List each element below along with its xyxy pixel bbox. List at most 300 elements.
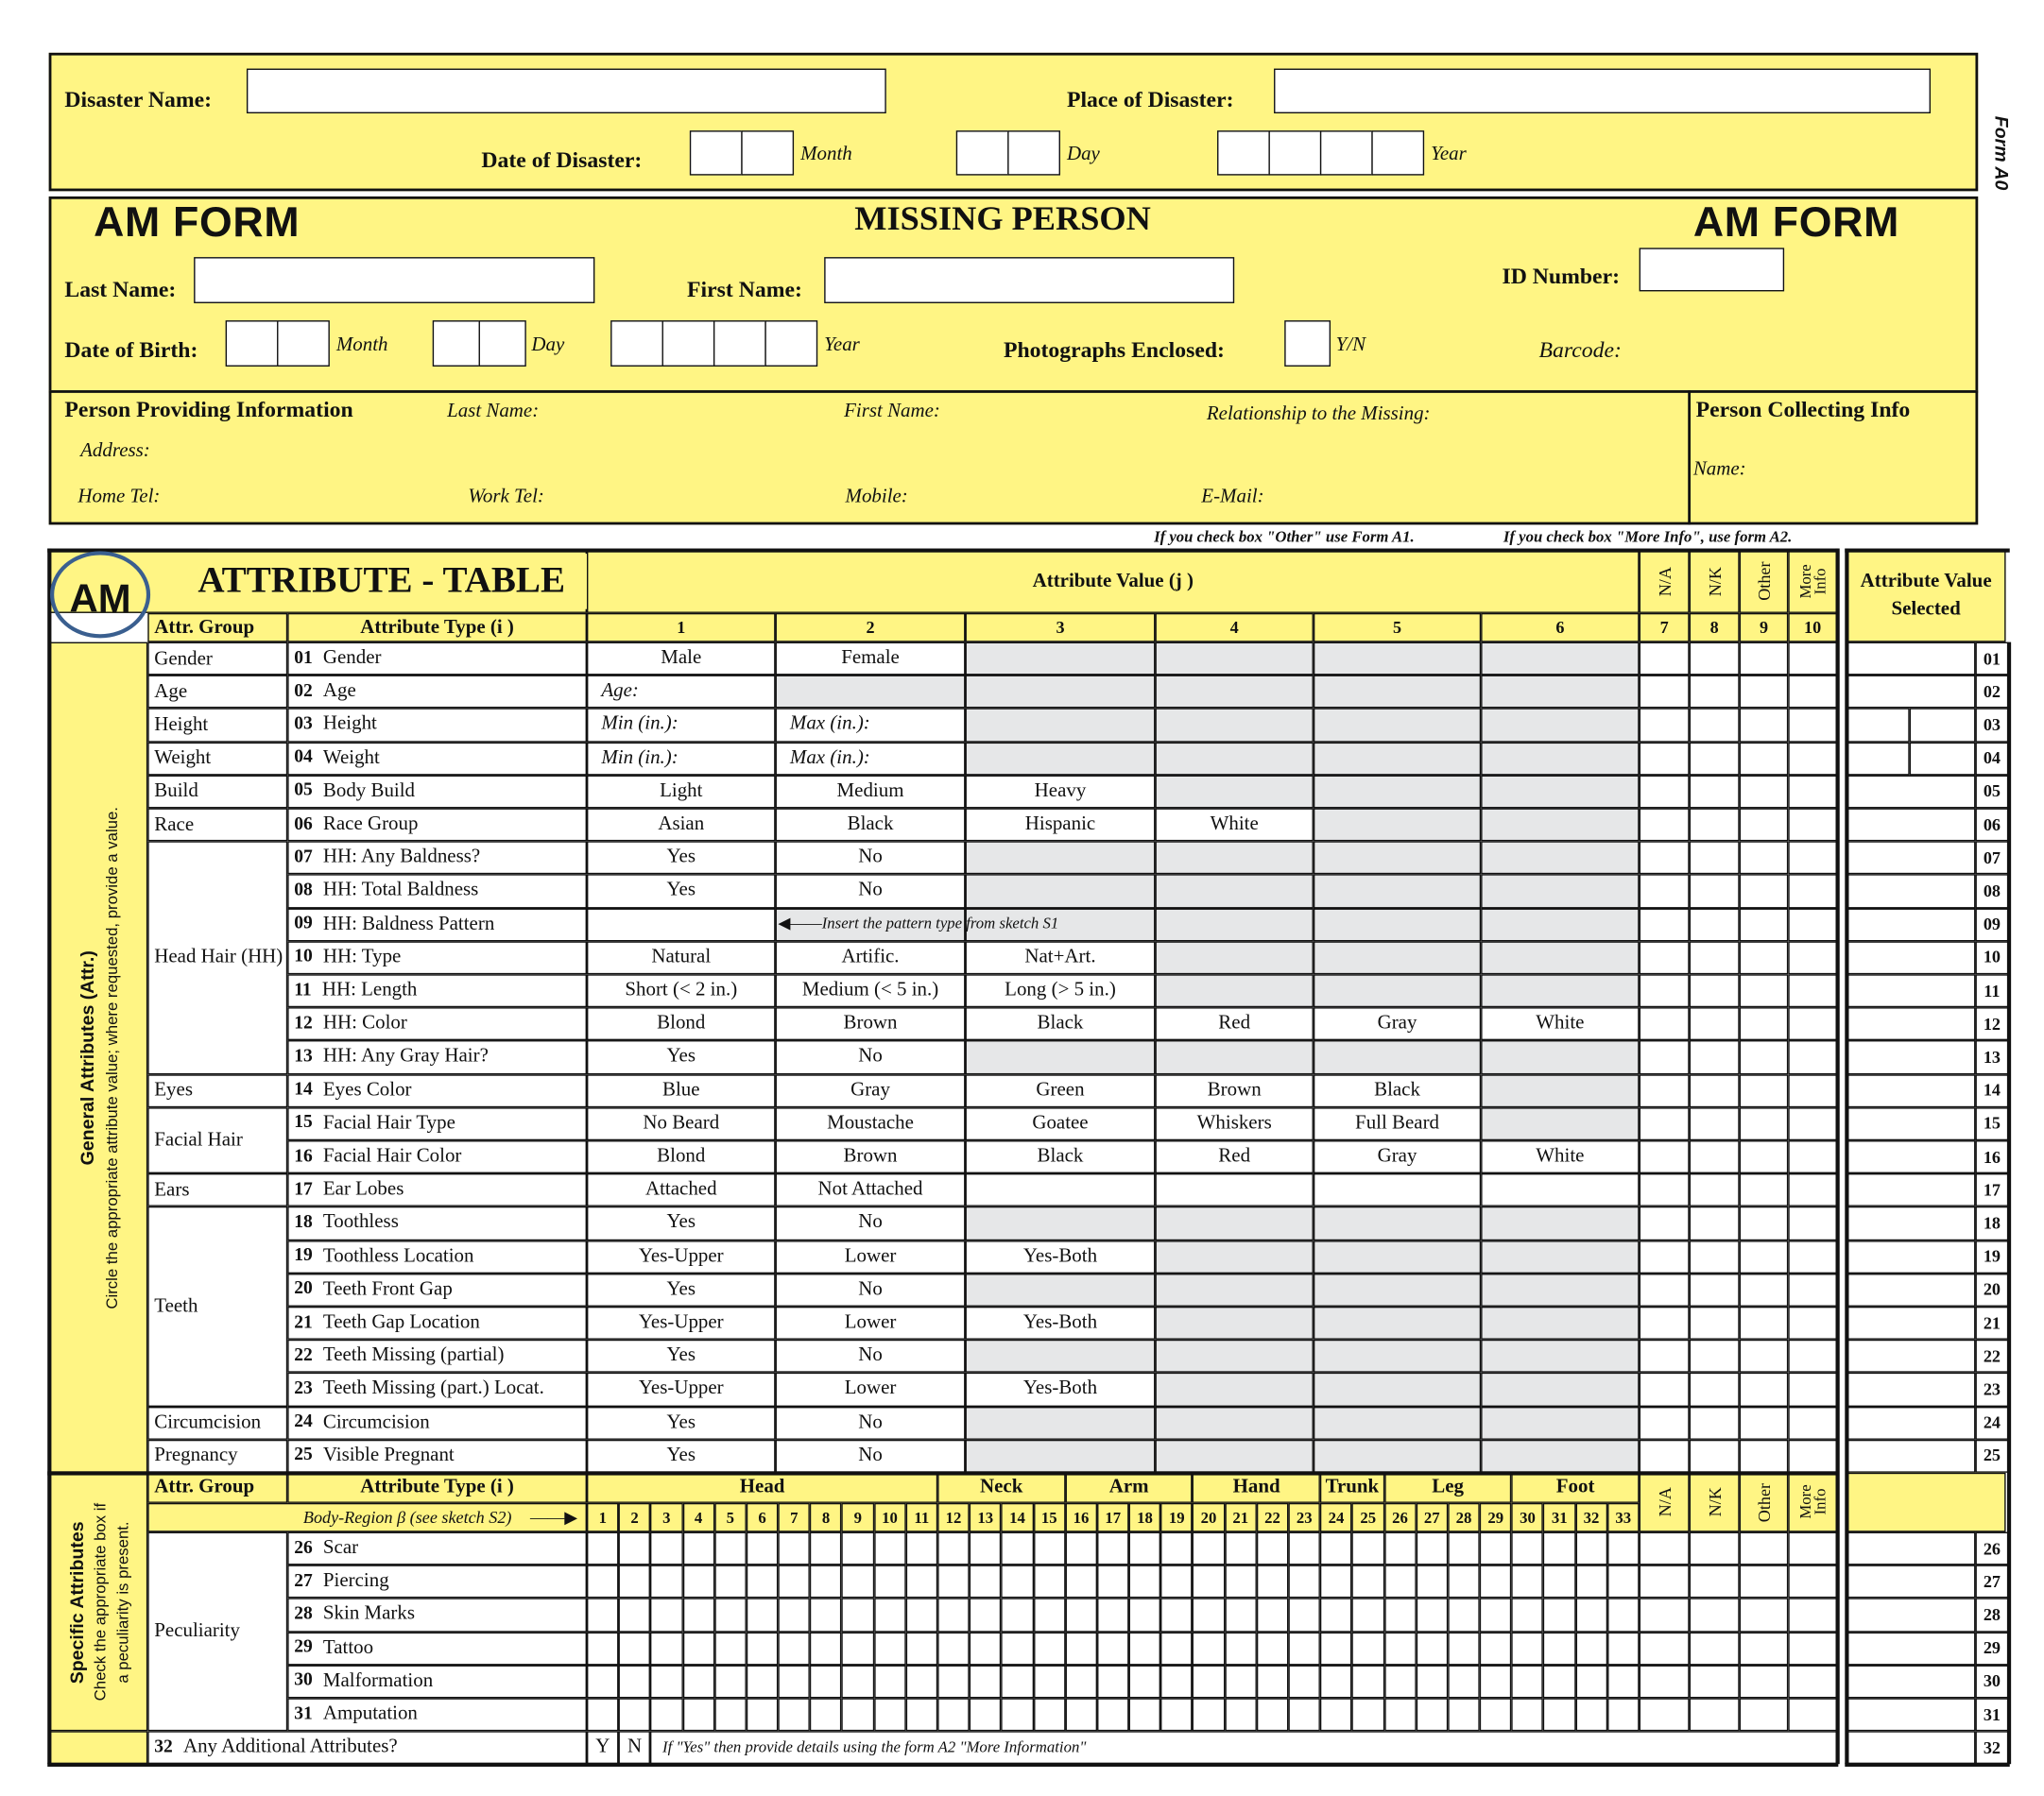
check-box-other[interactable] [1740, 941, 1789, 974]
body-region-checkbox[interactable] [905, 1532, 937, 1565]
body-region-checkbox[interactable] [587, 1565, 619, 1599]
attribute-value-cell[interactable]: No Beard [587, 1107, 776, 1140]
selected-value-box[interactable] [1846, 1406, 1976, 1439]
attribute-value-cell[interactable]: Moustache [776, 1107, 966, 1140]
body-region-checkbox[interactable] [1097, 1599, 1129, 1632]
check-box-na[interactable] [1640, 642, 1690, 676]
body-region-checkbox[interactable] [650, 1698, 682, 1731]
check-box-more-info[interactable] [1788, 908, 1837, 941]
attribute-value-cell[interactable] [1155, 1173, 1313, 1206]
body-region-checkbox[interactable] [970, 1665, 1002, 1698]
check-box-more-info[interactable] [1788, 974, 1837, 1007]
attribute-value-cell[interactable]: White [1481, 1140, 1639, 1173]
check-box-na[interactable] [1640, 1632, 1690, 1665]
selected-value-box[interactable] [1846, 1240, 1976, 1274]
check-box-other[interactable] [1740, 642, 1789, 676]
check-box-nk[interactable] [1690, 1698, 1740, 1731]
body-region-checkbox[interactable] [1320, 1632, 1352, 1665]
check-box-na[interactable] [1640, 1274, 1690, 1307]
attribute-value-cell[interactable]: Yes [587, 1274, 776, 1307]
check-box-more-info[interactable] [1788, 1665, 1837, 1698]
body-region-checkbox[interactable] [1097, 1532, 1129, 1565]
body-region-checkbox[interactable] [1543, 1698, 1575, 1731]
attribute-value-cell[interactable]: Artific. [776, 941, 966, 974]
attribute-value-cell[interactable]: No [776, 1041, 966, 1074]
body-region-checkbox[interactable] [1607, 1599, 1640, 1632]
body-region-checkbox[interactable] [810, 1565, 842, 1599]
check-box-nk[interactable] [1690, 1406, 1740, 1439]
selected-value-box[interactable] [1846, 875, 1976, 908]
check-box-nk[interactable] [1690, 1041, 1740, 1074]
body-region-checkbox[interactable] [810, 1665, 842, 1698]
check-box-more-info[interactable] [1788, 1206, 1837, 1240]
body-region-checkbox[interactable] [714, 1565, 747, 1599]
selected-value-box[interactable] [1846, 1307, 1976, 1340]
body-region-checkbox[interactable] [714, 1698, 747, 1731]
body-region-checkbox[interactable] [1193, 1698, 1225, 1731]
check-box-more-info[interactable] [1788, 1041, 1837, 1074]
check-box-more-info[interactable] [1788, 1274, 1837, 1307]
body-region-checkbox[interactable] [1607, 1698, 1640, 1731]
check-box-more-info[interactable] [1788, 1632, 1837, 1665]
attribute-value-cell[interactable]: Yes [587, 875, 776, 908]
body-region-checkbox[interactable] [1002, 1599, 1034, 1632]
body-region-checkbox[interactable] [747, 1665, 779, 1698]
check-box-nk[interactable] [1690, 1373, 1740, 1406]
body-region-checkbox[interactable] [1257, 1665, 1289, 1698]
attribute-value-cell[interactable]: White [1155, 808, 1313, 841]
body-region-checkbox[interactable] [1448, 1565, 1480, 1599]
selected-value-max-box[interactable] [1910, 742, 1976, 775]
selected-value-box[interactable] [1846, 1107, 1976, 1140]
body-region-checkbox[interactable] [650, 1532, 682, 1565]
body-region-checkbox[interactable] [650, 1565, 682, 1599]
attribute-value-cell[interactable]: Natural [587, 941, 776, 974]
body-region-checkbox[interactable] [587, 1632, 619, 1665]
body-region-checkbox[interactable] [747, 1599, 779, 1632]
check-box-more-info[interactable] [1788, 1074, 1837, 1107]
body-region-checkbox[interactable] [842, 1665, 874, 1698]
body-region-checkbox[interactable] [1097, 1565, 1129, 1599]
body-region-checkbox[interactable] [1352, 1632, 1384, 1665]
check-box-other[interactable] [1740, 808, 1789, 841]
body-region-checkbox[interactable] [905, 1599, 937, 1632]
body-region-checkbox[interactable] [714, 1532, 747, 1565]
attribute-value-cell[interactable]: Red [1155, 1140, 1313, 1173]
body-region-checkbox[interactable] [1543, 1599, 1575, 1632]
check-box-na[interactable] [1640, 1565, 1690, 1599]
check-box-na[interactable] [1640, 842, 1690, 875]
dob-year-box-3[interactable] [713, 320, 766, 367]
attribute-value-cell[interactable]: No [776, 1274, 966, 1307]
attribute-value-cell[interactable]: Yes [587, 1406, 776, 1439]
body-region-checkbox[interactable] [747, 1632, 779, 1665]
check-box-more-info[interactable] [1788, 742, 1837, 775]
body-region-checkbox[interactable] [842, 1632, 874, 1665]
attribute-value-cell[interactable]: Whiskers [1155, 1107, 1313, 1140]
attribute-value-cell[interactable]: Yes [587, 1440, 776, 1473]
selected-value-box[interactable] [1846, 1373, 1976, 1406]
body-region-checkbox[interactable] [1384, 1665, 1417, 1698]
attribute-value-cell[interactable]: Lower [776, 1373, 966, 1406]
body-region-checkbox[interactable] [1512, 1632, 1544, 1665]
body-region-checkbox[interactable] [970, 1565, 1002, 1599]
body-region-checkbox[interactable] [1257, 1599, 1289, 1632]
check-box-more-info[interactable] [1788, 1240, 1837, 1274]
last-name-input[interactable] [194, 257, 594, 303]
selected-value-box[interactable] [1846, 1274, 1976, 1307]
check-box-nk[interactable] [1690, 941, 1740, 974]
body-region-checkbox[interactable] [1225, 1599, 1257, 1632]
body-region-checkbox[interactable] [747, 1565, 779, 1599]
body-region-checkbox[interactable] [587, 1665, 619, 1698]
body-region-checkbox[interactable] [1448, 1532, 1480, 1565]
dob-month-box-1[interactable] [226, 320, 279, 367]
body-region-checkbox[interactable] [1320, 1565, 1352, 1599]
first-name-input[interactable] [824, 257, 1234, 303]
check-box-more-info[interactable] [1788, 1307, 1837, 1340]
attribute-value-cell[interactable]: Yes [587, 1206, 776, 1240]
body-region-checkbox[interactable] [1002, 1632, 1034, 1665]
body-region-checkbox[interactable] [1129, 1632, 1161, 1665]
attribute-value-cell[interactable]: Full Beard [1314, 1107, 1481, 1140]
attribute-value-cell[interactable]: No [776, 875, 966, 908]
body-region-checkbox[interactable] [747, 1698, 779, 1731]
attribute-value-cell[interactable]: Black [1314, 1074, 1481, 1107]
body-region-checkbox[interactable] [1033, 1632, 1065, 1665]
body-region-checkbox[interactable] [1480, 1698, 1512, 1731]
body-region-checkbox[interactable] [619, 1632, 651, 1665]
body-region-checkbox[interactable] [682, 1632, 714, 1665]
attribute-value-cell[interactable]: Blue [587, 1074, 776, 1107]
check-box-other[interactable] [1740, 1340, 1789, 1373]
body-region-checkbox[interactable] [714, 1632, 747, 1665]
check-box-na[interactable] [1640, 1599, 1690, 1632]
check-box-na[interactable] [1640, 1307, 1690, 1340]
check-box-other[interactable] [1740, 676, 1789, 709]
attribute-value-cell[interactable] [1314, 1173, 1481, 1206]
body-region-checkbox[interactable] [874, 1698, 906, 1731]
selected-value-max-box[interactable] [1910, 709, 1976, 742]
attribute-value-cell[interactable]: Not Attached [776, 1173, 966, 1206]
body-region-checkbox[interactable] [874, 1599, 906, 1632]
body-region-checkbox[interactable] [1416, 1698, 1448, 1731]
check-box-other[interactable] [1740, 1307, 1789, 1340]
body-region-checkbox[interactable] [1129, 1532, 1161, 1565]
attribute-value-cell[interactable]: Yes [587, 842, 776, 875]
check-box-other[interactable] [1740, 709, 1789, 742]
selected-value-box[interactable] [1846, 808, 1976, 841]
body-region-checkbox[interactable] [1160, 1698, 1193, 1731]
check-box-nk[interactable] [1690, 1665, 1740, 1698]
body-region-checkbox[interactable] [1320, 1532, 1352, 1565]
selected-value-box[interactable] [1846, 1532, 1976, 1565]
body-region-checkbox[interactable] [778, 1698, 810, 1731]
body-region-checkbox[interactable] [1384, 1565, 1417, 1599]
check-box-nk[interactable] [1690, 1206, 1740, 1240]
check-box-other[interactable] [1740, 1698, 1789, 1731]
additional-yes-option[interactable]: Y [587, 1732, 619, 1765]
body-region-checkbox[interactable] [1416, 1665, 1448, 1698]
body-region-checkbox[interactable] [970, 1532, 1002, 1565]
selected-value-box[interactable] [1846, 1041, 1976, 1074]
body-region-checkbox[interactable] [1352, 1599, 1384, 1632]
body-region-checkbox[interactable] [1193, 1665, 1225, 1698]
check-box-na[interactable] [1640, 1406, 1690, 1439]
body-region-checkbox[interactable] [1225, 1665, 1257, 1698]
attribute-value-cell[interactable]: Age: [587, 676, 776, 709]
body-region-checkbox[interactable] [1193, 1532, 1225, 1565]
body-region-checkbox[interactable] [1129, 1565, 1161, 1599]
body-region-checkbox[interactable] [682, 1665, 714, 1698]
check-box-more-info[interactable] [1788, 808, 1837, 841]
body-region-checkbox[interactable] [1193, 1599, 1225, 1632]
body-region-checkbox[interactable] [905, 1565, 937, 1599]
check-box-nk[interactable] [1690, 1599, 1740, 1632]
attribute-value-cell[interactable]: Yes-Both [966, 1307, 1156, 1340]
body-region-checkbox[interactable] [1512, 1599, 1544, 1632]
body-region-checkbox[interactable] [650, 1599, 682, 1632]
check-box-na[interactable] [1640, 1665, 1690, 1698]
body-region-checkbox[interactable] [1097, 1698, 1129, 1731]
body-region-checkbox[interactable] [842, 1532, 874, 1565]
body-region-checkbox[interactable] [874, 1665, 906, 1698]
check-box-na[interactable] [1640, 1074, 1690, 1107]
selected-value-box[interactable] [1846, 941, 1976, 974]
check-box-more-info[interactable] [1788, 1173, 1837, 1206]
disaster-year-box-1[interactable] [1217, 130, 1270, 175]
check-box-more-info[interactable] [1788, 1140, 1837, 1173]
body-region-checkbox[interactable] [1607, 1532, 1640, 1565]
body-region-checkbox[interactable] [1575, 1565, 1607, 1599]
body-region-checkbox[interactable] [1033, 1599, 1065, 1632]
body-region-checkbox[interactable] [1002, 1698, 1034, 1731]
check-box-other[interactable] [1740, 1206, 1789, 1240]
check-box-nk[interactable] [1690, 1632, 1740, 1665]
body-region-checkbox[interactable] [1480, 1665, 1512, 1698]
body-region-checkbox[interactable] [1352, 1665, 1384, 1698]
check-box-more-info[interactable] [1788, 1107, 1837, 1140]
attribute-value-cell[interactable]: Gray [1314, 1140, 1481, 1173]
check-box-other[interactable] [1740, 1274, 1789, 1307]
attribute-value-cell[interactable]: Max (in.): [776, 742, 966, 775]
check-box-more-info[interactable] [1788, 676, 1837, 709]
body-region-checkbox[interactable] [1033, 1665, 1065, 1698]
check-box-other[interactable] [1740, 742, 1789, 775]
check-box-other[interactable] [1740, 1107, 1789, 1140]
body-region-checkbox[interactable] [1225, 1532, 1257, 1565]
body-region-checkbox[interactable] [937, 1565, 970, 1599]
body-region-checkbox[interactable] [1288, 1565, 1320, 1599]
place-of-disaster-input[interactable] [1274, 69, 1931, 113]
body-region-checkbox[interactable] [1257, 1698, 1289, 1731]
body-region-checkbox[interactable] [587, 1698, 619, 1731]
selected-value-box[interactable] [1846, 1007, 1976, 1040]
check-box-nk[interactable] [1690, 709, 1740, 742]
check-box-more-info[interactable] [1788, 842, 1837, 875]
check-box-na[interactable] [1640, 1173, 1690, 1206]
disaster-year-box-2[interactable] [1268, 130, 1321, 175]
body-region-checkbox[interactable] [1448, 1632, 1480, 1665]
check-box-na[interactable] [1640, 875, 1690, 908]
body-region-checkbox[interactable] [810, 1532, 842, 1565]
attribute-value-cell[interactable]: Brown [776, 1007, 966, 1040]
selected-value-min-box[interactable] [1846, 709, 1910, 742]
body-region-checkbox[interactable] [1002, 1532, 1034, 1565]
body-region-checkbox[interactable] [1288, 1665, 1320, 1698]
body-region-checkbox[interactable] [1097, 1665, 1129, 1698]
disaster-name-input[interactable] [247, 69, 886, 113]
disaster-day-box-2[interactable] [1007, 130, 1060, 175]
attribute-value-cell[interactable]: Medium (< 5 in.) [776, 974, 966, 1007]
body-region-checkbox[interactable] [1288, 1599, 1320, 1632]
body-region-checkbox[interactable] [1193, 1632, 1225, 1665]
check-box-nk[interactable] [1690, 1173, 1740, 1206]
body-region-checkbox[interactable] [970, 1632, 1002, 1665]
attribute-value-cell[interactable]: Nat+Art. [966, 941, 1156, 974]
check-box-other[interactable] [1740, 1074, 1789, 1107]
attribute-value-cell[interactable] [587, 908, 776, 941]
body-region-checkbox[interactable] [778, 1632, 810, 1665]
body-region-checkbox[interactable] [1129, 1599, 1161, 1632]
disaster-day-box-1[interactable] [956, 130, 1009, 175]
body-region-checkbox[interactable] [842, 1599, 874, 1632]
check-box-nk[interactable] [1690, 775, 1740, 808]
body-region-checkbox[interactable] [1352, 1698, 1384, 1731]
attribute-value-cell[interactable]: Lower [776, 1240, 966, 1274]
check-box-nk[interactable] [1690, 1440, 1740, 1473]
body-region-checkbox[interactable] [587, 1599, 619, 1632]
check-box-nk[interactable] [1690, 1274, 1740, 1307]
attribute-value-cell[interactable]: Asian [587, 808, 776, 841]
body-region-checkbox[interactable] [842, 1565, 874, 1599]
check-box-more-info[interactable] [1788, 1373, 1837, 1406]
check-box-other[interactable] [1740, 1665, 1789, 1698]
attribute-value-cell[interactable]: Yes [587, 1340, 776, 1373]
body-region-checkbox[interactable] [682, 1599, 714, 1632]
selected-value-box[interactable] [1846, 974, 1976, 1007]
selected-value-box[interactable] [1846, 1665, 1976, 1698]
selected-value-box[interactable] [1846, 642, 1976, 676]
id-number-input[interactable] [1640, 248, 1785, 291]
selected-value-box[interactable] [1846, 1173, 1976, 1206]
body-region-checkbox[interactable] [1257, 1532, 1289, 1565]
check-box-other[interactable] [1740, 842, 1789, 875]
check-box-other[interactable] [1740, 1440, 1789, 1473]
check-box-more-info[interactable] [1788, 1340, 1837, 1373]
check-box-more-info[interactable] [1788, 1532, 1837, 1565]
attribute-value-cell[interactable]: No [776, 1440, 966, 1473]
body-region-checkbox[interactable] [1288, 1632, 1320, 1665]
check-box-nk[interactable] [1690, 1240, 1740, 1274]
check-box-nk[interactable] [1690, 974, 1740, 1007]
body-region-checkbox[interactable] [1384, 1532, 1417, 1565]
attribute-value-cell[interactable] [966, 1173, 1156, 1206]
body-region-checkbox[interactable] [1160, 1599, 1193, 1632]
selected-value-box[interactable] [1846, 1632, 1976, 1665]
body-region-checkbox[interactable] [1129, 1665, 1161, 1698]
photographs-enclosed-box[interactable] [1284, 320, 1331, 367]
check-box-more-info[interactable] [1788, 1007, 1837, 1040]
body-region-checkbox[interactable] [682, 1532, 714, 1565]
body-region-checkbox[interactable] [1065, 1665, 1097, 1698]
check-box-na[interactable] [1640, 1206, 1690, 1240]
body-region-checkbox[interactable] [747, 1532, 779, 1565]
check-box-more-info[interactable] [1788, 1565, 1837, 1599]
attribute-value-cell[interactable]: Red [1155, 1007, 1313, 1040]
check-box-na[interactable] [1640, 676, 1690, 709]
check-box-other[interactable] [1740, 1173, 1789, 1206]
attribute-value-cell[interactable]: Light [587, 775, 776, 808]
attribute-value-cell[interactable]: Long (> 5 in.) [966, 974, 1156, 1007]
attribute-value-cell[interactable]: Lower [776, 1307, 966, 1340]
check-box-other[interactable] [1740, 1373, 1789, 1406]
check-box-nk[interactable] [1690, 1007, 1740, 1040]
check-box-na[interactable] [1640, 742, 1690, 775]
body-region-checkbox[interactable] [1416, 1565, 1448, 1599]
attribute-value-cell[interactable]: No [776, 1206, 966, 1240]
check-box-nk[interactable] [1690, 1140, 1740, 1173]
check-box-other[interactable] [1740, 1041, 1789, 1074]
body-region-checkbox[interactable] [1160, 1632, 1193, 1665]
attribute-value-cell[interactable]: Goatee [966, 1107, 1156, 1140]
body-region-checkbox[interactable] [1033, 1532, 1065, 1565]
check-box-na[interactable] [1640, 1373, 1690, 1406]
check-box-more-info[interactable] [1788, 1406, 1837, 1439]
attribute-value-cell[interactable]: Yes-Upper [587, 1373, 776, 1406]
body-region-checkbox[interactable] [905, 1632, 937, 1665]
attribute-value-cell[interactable]: Black [776, 808, 966, 841]
attribute-value-cell[interactable]: Min (in.): [587, 709, 776, 742]
body-region-checkbox[interactable] [1543, 1565, 1575, 1599]
attribute-value-cell[interactable]: Max (in.): [776, 709, 966, 742]
attribute-value-cell[interactable] [1481, 1173, 1639, 1206]
attribute-value-cell[interactable]: Yes-Upper [587, 1240, 776, 1274]
check-box-na[interactable] [1640, 1041, 1690, 1074]
selected-value-box[interactable] [1846, 1440, 1976, 1473]
check-box-nk[interactable] [1690, 842, 1740, 875]
check-box-na[interactable] [1640, 808, 1690, 841]
check-box-other[interactable] [1740, 1532, 1789, 1565]
body-region-checkbox[interactable] [1575, 1532, 1607, 1565]
body-region-checkbox[interactable] [1257, 1565, 1289, 1599]
check-box-na[interactable] [1640, 1440, 1690, 1473]
check-box-na[interactable] [1640, 709, 1690, 742]
body-region-checkbox[interactable] [874, 1532, 906, 1565]
body-region-checkbox[interactable] [1160, 1565, 1193, 1599]
body-region-checkbox[interactable] [970, 1599, 1002, 1632]
body-region-checkbox[interactable] [1480, 1565, 1512, 1599]
attribute-value-cell[interactable]: No [776, 1406, 966, 1439]
attribute-value-cell[interactable]: Male [587, 642, 776, 676]
body-region-checkbox[interactable] [1480, 1632, 1512, 1665]
body-region-checkbox[interactable] [905, 1698, 937, 1731]
body-region-checkbox[interactable] [1193, 1565, 1225, 1599]
body-region-checkbox[interactable] [1512, 1532, 1544, 1565]
body-region-checkbox[interactable] [778, 1599, 810, 1632]
body-region-checkbox[interactable] [778, 1665, 810, 1698]
body-region-checkbox[interactable] [1607, 1632, 1640, 1665]
body-region-checkbox[interactable] [1448, 1665, 1480, 1698]
check-box-na[interactable] [1640, 974, 1690, 1007]
body-region-checkbox[interactable] [1384, 1698, 1417, 1731]
check-box-na[interactable] [1640, 1698, 1690, 1731]
body-region-checkbox[interactable] [587, 1532, 619, 1565]
body-region-checkbox[interactable] [937, 1599, 970, 1632]
body-region-checkbox[interactable] [1575, 1599, 1607, 1632]
body-region-checkbox[interactable] [1320, 1698, 1352, 1731]
check-box-more-info[interactable] [1788, 709, 1837, 742]
